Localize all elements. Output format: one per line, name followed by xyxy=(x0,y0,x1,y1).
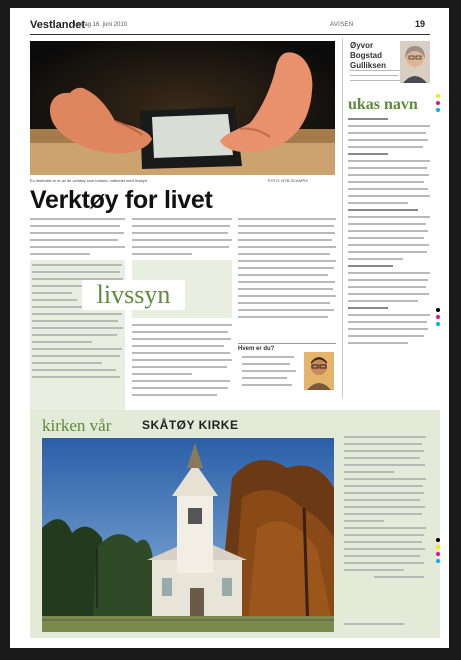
header-rule xyxy=(30,34,430,35)
page-number: 19 xyxy=(415,19,426,29)
contact-box xyxy=(238,343,336,402)
column-divider xyxy=(342,38,343,398)
kirken-footer xyxy=(344,623,404,630)
sidebar-author-bio xyxy=(350,70,405,85)
article-column-3 xyxy=(238,218,336,323)
kirken-text xyxy=(344,436,428,583)
article-column-2 xyxy=(132,218,232,260)
sidebar-text xyxy=(348,118,430,349)
section-title: Vestlandet xyxy=(30,19,86,31)
hero-photo xyxy=(30,41,335,175)
registration-marks-top xyxy=(436,94,440,112)
author-portrait xyxy=(400,41,430,83)
photo-credit: FOTO: NTB SCANPIX xyxy=(268,178,308,183)
article-column-1 xyxy=(30,218,125,260)
kirken-church-name: SKÅTØY KIRKE xyxy=(142,418,239,432)
paper-name: AVISEN xyxy=(330,22,354,28)
registration-marks-bottom xyxy=(436,538,440,563)
church-photo xyxy=(42,438,334,632)
contact-photo xyxy=(304,352,334,390)
issue-date: lørdag 16. juni 2010 xyxy=(74,22,128,28)
sidebar-author: Øyvor Bogstad Gulliksen xyxy=(350,41,387,70)
article-column-2-lower xyxy=(132,324,232,401)
registration-marks-middle xyxy=(436,308,440,326)
pullquote-livssyn: livssyn xyxy=(82,280,185,310)
photo-caption: En lesebrett er et av de verktøy som brukes i arbeidet med livssyn xyxy=(30,178,147,183)
kirken-section-title: kirken vår xyxy=(42,416,112,435)
newspaper-page xyxy=(10,8,449,648)
contact-label: Hvem er du? xyxy=(238,346,275,352)
sidebar-heading: ukas navn xyxy=(348,96,418,113)
article-headline: Verktøy for livet xyxy=(30,186,213,214)
